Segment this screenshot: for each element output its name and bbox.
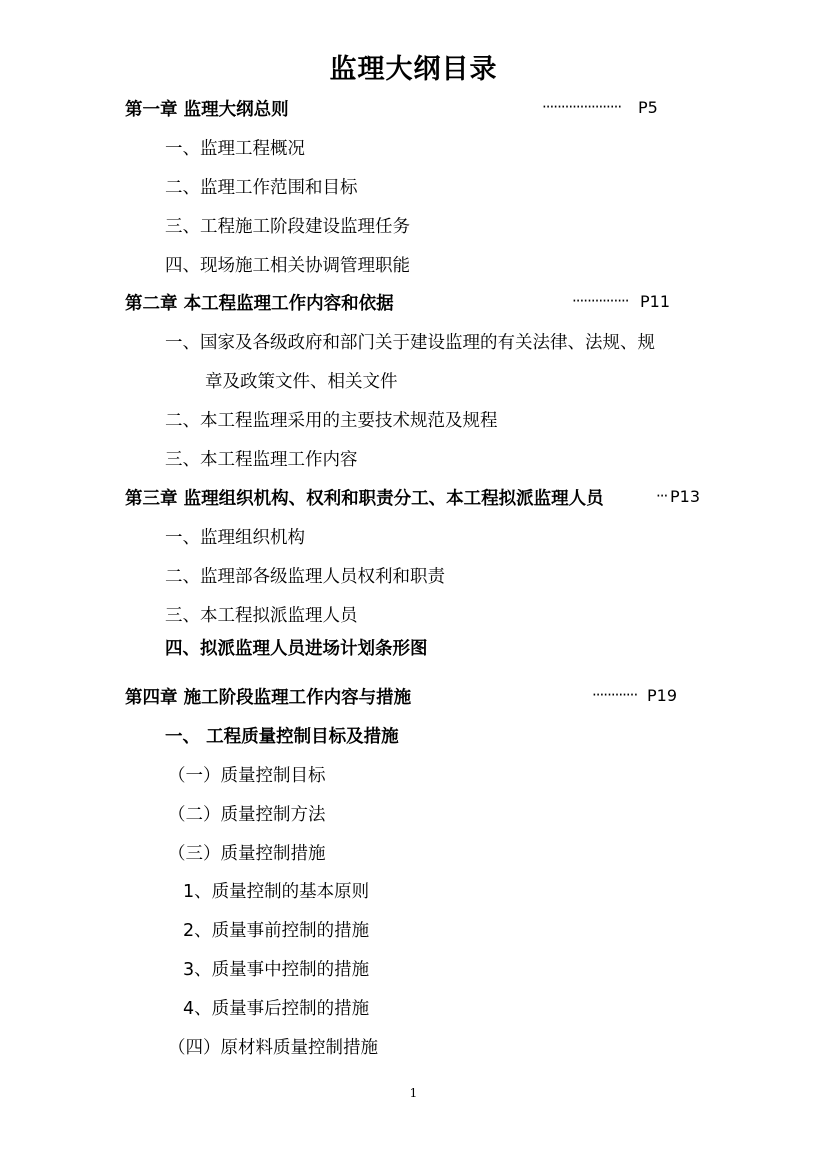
toc-subsubitem[interactable]: 2、质量事前控制的措施 [183, 921, 370, 941]
toc-subitem[interactable]: （二）质量控制方法 [168, 805, 326, 825]
page-title: 监理大纲目录 [329, 54, 498, 85]
toc-item[interactable]: 三、工程施工阶段建设监理任务 [165, 217, 410, 237]
chapter-2-page: P11 [640, 292, 671, 311]
toc-item[interactable]: 二、监理部各级监理人员权利和职责 [165, 567, 445, 587]
toc-item[interactable]: 一、监理组织机构 [165, 528, 305, 548]
toc-subitem[interactable]: （一）质量控制目标 [168, 766, 326, 786]
toc-subitem[interactable]: （三）质量控制措施 [168, 844, 326, 864]
chapter-2-title[interactable]: 第二章 本工程监理工作内容和依据 [125, 294, 394, 314]
toc-item[interactable]: 一、国家及各级政府和部门关于建设监理的有关法律、法规、规 [165, 333, 655, 353]
chapter-4-leader: ············ [592, 686, 638, 704]
toc-item[interactable]: 一、监理工程概况 [165, 139, 305, 159]
toc-item[interactable]: 一、 工程质量控制目标及措施 [165, 727, 399, 747]
chapter-3-title[interactable]: 第三章 监理组织机构、权利和职责分工、本工程拟派监理人员 [125, 489, 604, 509]
toc-item[interactable]: 四、拟派监理人员进场计划条形图 [165, 639, 428, 659]
toc-subitem[interactable]: （四）原材料质量控制措施 [168, 1038, 378, 1058]
toc-item[interactable]: 四、现场施工相关协调管理职能 [165, 256, 410, 276]
page-number: 1 [409, 1086, 418, 1100]
toc-subsubitem[interactable]: 4、质量事后控制的措施 [183, 999, 370, 1019]
chapter-3-leader: ··· [656, 487, 668, 505]
toc-item[interactable]: 二、本工程监理采用的主要技术规范及规程 [165, 411, 498, 431]
chapter-1-page: P5 [638, 98, 658, 117]
toc-subsubitem[interactable]: 1、质量控制的基本原则 [183, 882, 370, 902]
toc-item[interactable]: 三、本工程拟派监理人员 [165, 606, 358, 626]
chapter-1-leader: ····················· [542, 98, 622, 116]
toc-item[interactable]: 二、监理工作范围和目标 [165, 178, 358, 198]
toc-item[interactable]: 三、本工程监理工作内容 [165, 450, 358, 470]
chapter-2-leader: ··············· [572, 292, 629, 310]
toc-subsubitem[interactable]: 3、质量事中控制的措施 [183, 960, 370, 980]
toc-item-continuation[interactable]: 章及政策文件、相关文件 [205, 372, 398, 392]
chapter-4-title[interactable]: 第四章 施工阶段监理工作内容与措施 [125, 688, 412, 708]
chapter-4-page: P19 [647, 686, 678, 705]
chapter-1-title[interactable]: 第一章 监理大纲总则 [125, 100, 289, 120]
chapter-3-page: P13 [670, 487, 701, 506]
